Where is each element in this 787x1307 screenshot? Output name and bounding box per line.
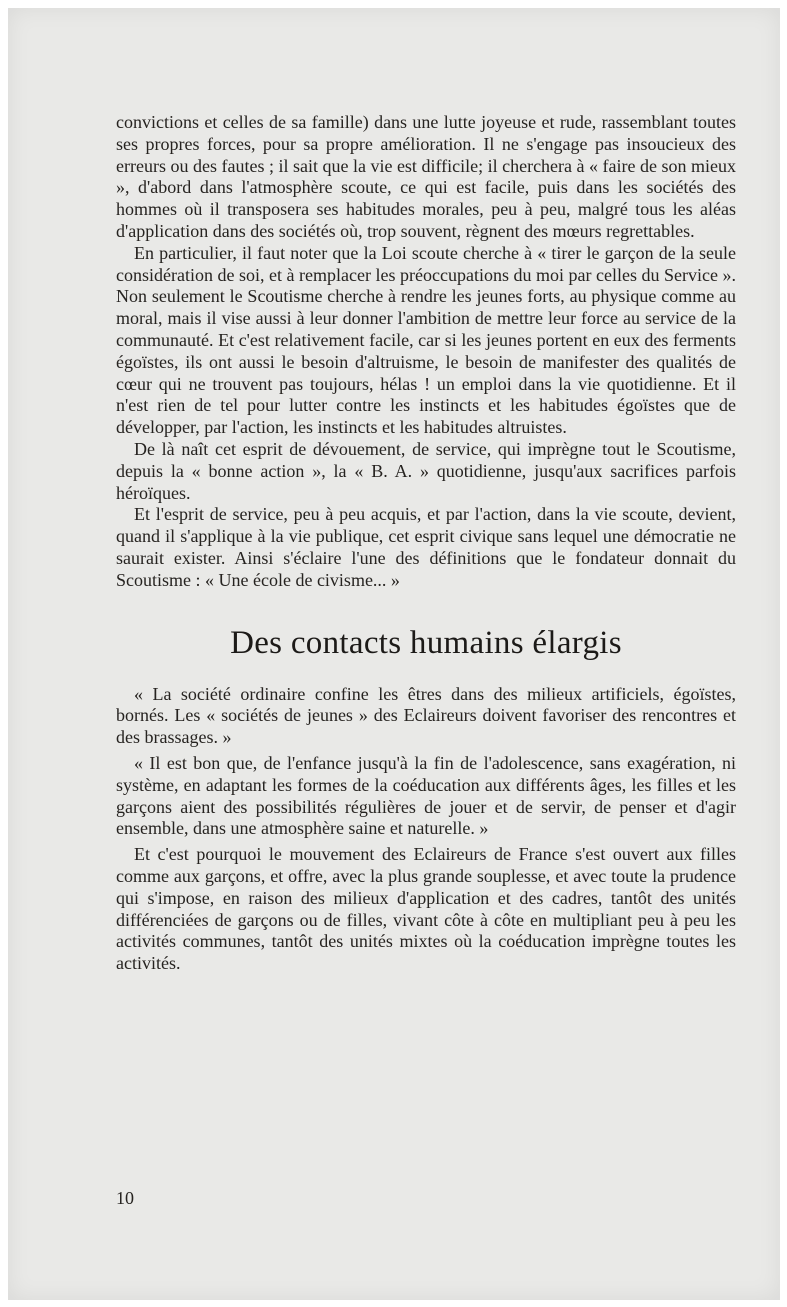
page-number: 10 (116, 1188, 134, 1208)
paragraph: En particulier, il faut noter que la Loi scoute cherche à « tirer le garçon de la seule considération de soi, et à remplacer les préoccupations du moi par celles du Service ». Non seulement le Scoutisme cherche à rendre les jeunes forts, au physique comme au moral, mais il vise aussi à leur donner l'ambition de mettre leur force au service de la communauté. Et c'est relativement facile, car si les jeunes portent en eux des ferments égoïstes, ils ont aussi le besoin d'altruisme, le besoin de manifester des qualités de cœur qui ne trouvent pas toujours, hélas ! un emploi dans la vie quotidienne. Et il n'est rien de tel pour lutter contre les instincts et les habitudes égoïstes que de développer, par l'action, les instincts et les habitudes altruistes. (116, 242, 736, 438)
paragraph: « La société ordinaire confine les êtres dans des milieux artificiels, égoïstes, bornés. Les « sociétés de jeunes » des Eclaireurs doivent favoriser des rencontres et des brassages. » (116, 683, 736, 748)
paragraph: convictions et celles de sa famille) dans une lutte joyeuse et rude, rassemblant toutes ses propres forces, pour sa propre amélioration. Il ne s'engage pas insoucieux des erreurs ou des fautes ; il sait que la vie est difficile; il cherchera à « faire de son mieux », d'abord dans l'atmosphère scoute, ce qui est facile, puis dans les sociétés des hommes où il transposera ses habitudes morales, peu à peu, malgré tous les aléas d'application dans des sociétés où, trop souvent, règnent des mœurs regrettables. (116, 112, 736, 241)
section-heading: Des contacts humains élargis (230, 624, 622, 661)
book-page (8, 8, 780, 1300)
paragraph: De là naît cet esprit de dévouement, de service, qui imprègne tout le Scoutisme, depuis la « bonne action », la « B. A. » quotidienne, jusqu'aux sacrifices parfois héroïques. (116, 438, 736, 503)
paragraph: « Il est bon que, de l'enfance jusqu'à la fin de l'adolescence, sans exagération, ni système, en adaptant les formes de la coéducation aux différents âges, les filles et les garçons aient des possibilités régulières de jouer et de servir, de penser et d'agir ensemble, dans une atmosphère saine et naturelle. » (116, 752, 736, 839)
paragraph: Et c'est pourquoi le mouvement des Eclaireurs de France s'est ouvert aux filles comme aux garçons, et offre, avec la plus grande souplesse, et avec toute la prudence qui s'impose, en raison des milieux d'application et des cadres, tantôt des unités différenciées de garçons ou de filles, vivant côte à côte en multipliant peu à peu les activités communes, tantôt des unités mixtes où la coéducation imprègne toutes les activités. (116, 844, 736, 974)
paragraph: Et l'esprit de service, peu à peu acquis, et par l'action, dans la vie scoute, devient, quand il s'applique à la vie publique, cet esprit civique sans lequel une démocratie ne saurait exister. Ainsi s'éclaire l'une des définitions que le fondateur donnait du Scoutisme : « Une école de civisme... » (116, 504, 736, 590)
page-body (116, 112, 736, 975)
